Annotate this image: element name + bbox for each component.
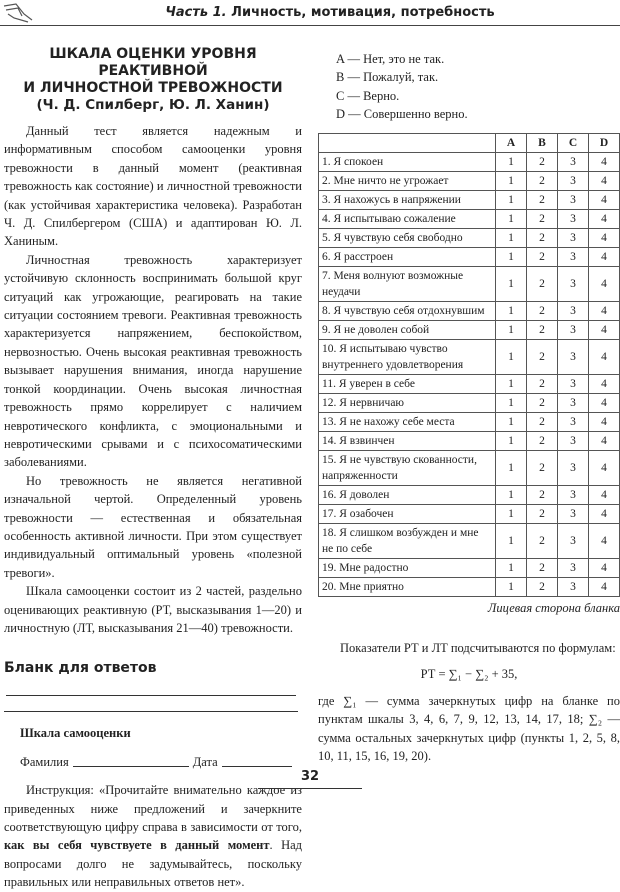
item-label: 18. Я слишком возбужден и мне не по себе [319, 523, 496, 558]
answer-cell[interactable]: 3 [558, 171, 589, 190]
answer-cell[interactable]: 3 [558, 523, 589, 558]
right-column [318, 50, 620, 765]
running-header [0, 0, 620, 26]
answer-cell[interactable]: 4 [589, 450, 620, 485]
item-label: 19. Мне радостно [319, 558, 496, 577]
answer-cell[interactable]: 1 [496, 558, 527, 577]
item-label: 8. Я чувствую себя отдохнувшим [319, 301, 496, 320]
answer-cell[interactable]: 3 [558, 558, 589, 577]
table-row [319, 171, 620, 190]
paragraph: Данный тест является надежным и информативным способом самооценки уровня тревожности в данный момент (реактивная тревожность как состояние) и личностной тревожности (как устойчивая характеристика человека). Разработан Ч. Д. Спилбергером (США) и адаптирован Ю. Л. Ханиным. [4, 124, 302, 249]
answer-table [318, 133, 620, 597]
item-label: 4. Я испытываю сожаление [319, 209, 496, 228]
table-row [319, 577, 620, 596]
page-rule [258, 788, 362, 789]
answer-cell[interactable]: 2 [527, 558, 558, 577]
answer-cell[interactable]: 3 [558, 247, 589, 266]
blank-heading: Бланк для ответов [4, 660, 157, 677]
answer-cell[interactable]: 4 [589, 301, 620, 320]
answer-cell[interactable]: 1 [496, 485, 527, 504]
answer-cell[interactable]: 4 [589, 485, 620, 504]
item-label: 12. Я нервничаю [319, 393, 496, 412]
answer-cell[interactable]: 4 [589, 412, 620, 431]
table-row [319, 485, 620, 504]
authors: (Ч. Д. Спилберг, Ю. Л. Ханин) [36, 97, 270, 113]
answer-cell[interactable]: 4 [589, 320, 620, 339]
table-row [319, 266, 620, 301]
answer-cell[interactable]: 4 [589, 339, 620, 374]
answer-cell[interactable]: 4 [589, 431, 620, 450]
answer-cell[interactable]: 2 [527, 190, 558, 209]
answer-cell[interactable]: 2 [527, 504, 558, 523]
answer-cell[interactable]: 4 [589, 266, 620, 301]
answer-cell[interactable]: 3 [558, 228, 589, 247]
answer-cell[interactable]: 1 [496, 266, 527, 301]
answer-cell[interactable]: 1 [496, 393, 527, 412]
answer-cell[interactable]: 2 [527, 339, 558, 374]
item-label: 7. Меня волнуют возможные неудачи [319, 266, 496, 301]
answer-cell[interactable]: 3 [558, 209, 589, 228]
paragraph: где ∑₁ — сумма зачеркнутых цифр на бланке по пунктам шкалы 3, 4, 6, 7, 9, 12, 13, 14, 17, 18; ∑₂ — сумма остальных зачеркнутых цифр (пункты 1, 2, 5, 8, 10, 11, 15, 16, 19, 20). [318, 693, 620, 764]
article-title: ШКАЛА ОЦЕНКИ УРОВНЯ РЕАКТИВНОЙ И ЛИЧНОСТНОЙ ТРЕВОЖНОСТИ [23, 46, 283, 96]
answer-cell[interactable]: 4 [589, 523, 620, 558]
answer-cell[interactable]: 3 [558, 339, 589, 374]
answer-cell[interactable]: 4 [589, 190, 620, 209]
paragraph: Личностная тревожность характеризует устойчивую склонность воспринимать большой круг ситуаций как угрожающие, реагировать на такие ситуации состоянием тревоги. Реактивная тревожность характеризуется напряжением, беспокойством, нервозностью. Очень высокая реактивная тревожность вызывает нарушения внимания, иногда нарушение тонкой координации. Очень высокая личностная тревожность прямо коррелирует с наличием невротического конфликта, с эмоциональными и невротическими срывами и с психосоматическими заболеваниями. [4, 252, 302, 470]
header-cell: D [589, 133, 620, 152]
answer-cell[interactable]: 3 [558, 190, 589, 209]
item-label: 10. Я испытываю чувство внутреннего удовлетворения [319, 339, 496, 374]
table-row [319, 393, 620, 412]
answer-cell[interactable]: 3 [558, 412, 589, 431]
paragraph: Шкала самооценки состоит из 2 частей, раздельно оценивающих реактивную (РТ, высказывания 1—20) и личностную (ЛТ, высказывания 21—40) тревожности. [4, 584, 302, 635]
answer-cell[interactable]: 4 [589, 393, 620, 412]
table-row [319, 412, 620, 431]
answer-cell[interactable]: 2 [527, 485, 558, 504]
answer-cell[interactable]: 1 [496, 228, 527, 247]
answer-cell[interactable]: 1 [496, 247, 527, 266]
item-label: 14. Я взвинчен [319, 431, 496, 450]
answer-cell[interactable]: 3 [558, 393, 589, 412]
item-label: 17. Я озабочен [319, 504, 496, 523]
header-cell: B [527, 133, 558, 152]
table-row [319, 450, 620, 485]
paragraph: Показатели РТ и ЛТ подсчитываются по формулам: [340, 641, 616, 656]
answer-cell[interactable]: 2 [527, 450, 558, 485]
answer-cell[interactable]: 4 [589, 247, 620, 266]
answer-cell[interactable]: 3 [558, 266, 589, 301]
answer-cell[interactable]: 4 [589, 171, 620, 190]
item-label: 11. Я уверен в себе [319, 374, 496, 393]
answer-cell[interactable]: 3 [558, 374, 589, 393]
answer-cell[interactable]: 2 [527, 320, 558, 339]
answer-cell[interactable]: 2 [527, 577, 558, 596]
answer-cell[interactable]: 1 [496, 152, 527, 171]
scale-heading: Шкала самооценки [20, 726, 131, 741]
answer-cell[interactable]: 3 [558, 152, 589, 171]
item-label: 16. Я доволен [319, 485, 496, 504]
header-cell [319, 133, 496, 152]
formula: РТ = ∑₁ − ∑₂ + 35, [420, 667, 518, 682]
answer-cell[interactable]: 3 [558, 320, 589, 339]
date-label: Дата [192, 754, 218, 769]
table-row [319, 504, 620, 523]
answer-cell[interactable]: 4 [589, 228, 620, 247]
table-header-row [319, 133, 620, 152]
item-label: 20. Мне приятно [319, 577, 496, 596]
answer-cell[interactable]: 4 [589, 374, 620, 393]
answer-cell[interactable]: 2 [527, 431, 558, 450]
left-column [4, 46, 302, 892]
item-label: 15. Я не чувствую скованности, напряженности [319, 450, 496, 485]
answer-options: A — Нет, это не так. B — Пожалуй, так. C — Верно. D — Совершенно верно. [336, 52, 468, 122]
item-label: 3. Я нахожусь в напряжении [319, 190, 496, 209]
page-number: 32 [300, 769, 320, 784]
answer-cell[interactable]: 4 [589, 558, 620, 577]
instruction: Инструкция: «Прочитайте внимательно каждое из приведенных ниже предложений и зачеркните соответствующую цифру справа в зависимости от того, как вы себя чувствуете в данный момент. Над вопросами долго не задумывайтесь, поскольку правильных или неправильных ответов нет». [4, 783, 303, 890]
table-caption: Лицевая сторона бланка [487, 600, 620, 615]
answer-cell[interactable]: 1 [496, 301, 527, 320]
answer-cell[interactable]: 2 [527, 228, 558, 247]
item-label: 6. Я расстроен [319, 247, 496, 266]
answer-cell[interactable]: 4 [589, 577, 620, 596]
table-row [319, 320, 620, 339]
answer-cell[interactable]: 4 [589, 209, 620, 228]
answer-cell[interactable]: 2 [527, 266, 558, 301]
table-row [319, 190, 620, 209]
answer-cell[interactable]: 2 [527, 152, 558, 171]
item-label: 9. Я не доволен собой [319, 320, 496, 339]
answer-cell[interactable]: 2 [527, 247, 558, 266]
answer-cell[interactable]: 3 [558, 485, 589, 504]
surname-field[interactable] [73, 766, 189, 767]
header-cell: C [558, 133, 589, 152]
table-row [319, 374, 620, 393]
answer-cell[interactable]: 2 [527, 374, 558, 393]
answer-cell[interactable]: 2 [527, 412, 558, 431]
surname-label: Фамилия [20, 754, 69, 769]
answer-cell[interactable]: 1 [496, 431, 527, 450]
quill-logo-icon [2, 2, 36, 24]
date-field[interactable] [222, 766, 292, 767]
answer-cell[interactable]: 1 [496, 190, 527, 209]
table-row [319, 339, 620, 374]
table-row [319, 301, 620, 320]
answer-cell[interactable]: 1 [496, 339, 527, 374]
answer-cell[interactable]: 3 [558, 450, 589, 485]
answer-cell[interactable]: 3 [558, 577, 589, 596]
answer-cell[interactable]: 3 [558, 431, 589, 450]
table-row [319, 152, 620, 171]
paragraph: Но тревожность не является негативной изначальной чертой. Определенный уровень тревожности — естественная и обязательная особенность активной личности. При этом существует индивидуальный оптимальный уровень «полезной тревоги». [4, 473, 302, 580]
answer-cell[interactable]: 1 [496, 209, 527, 228]
answer-cell[interactable]: 1 [496, 523, 527, 558]
table-row [319, 523, 620, 558]
item-label: 2. Мне ничто не угрожает [319, 171, 496, 190]
answer-cell[interactable]: 2 [527, 523, 558, 558]
table-row [319, 431, 620, 450]
answer-cell[interactable]: 2 [527, 393, 558, 412]
answer-cell[interactable]: 1 [496, 171, 527, 190]
answer-cell[interactable]: 1 [496, 450, 527, 485]
answer-cell[interactable]: 3 [558, 504, 589, 523]
answer-cell[interactable]: 4 [589, 152, 620, 171]
item-label: 13. Я не нахожу себе места [319, 412, 496, 431]
header-title: Часть 1. Личность, мотивация, потребность [165, 5, 495, 20]
answer-cell[interactable]: 2 [527, 209, 558, 228]
answer-cell[interactable]: 1 [496, 504, 527, 523]
answer-cell[interactable]: 2 [527, 301, 558, 320]
table-row [319, 228, 620, 247]
answer-cell[interactable]: 3 [558, 301, 589, 320]
header-cell: A [496, 133, 527, 152]
table-row [319, 209, 620, 228]
answer-cell[interactable]: 1 [496, 320, 527, 339]
item-label: 5. Я чувствую себя свободно [319, 228, 496, 247]
item-label: 1. Я спокоен [319, 152, 496, 171]
answer-cell[interactable]: 1 [496, 374, 527, 393]
table-row [319, 247, 620, 266]
name-date-row [4, 753, 302, 771]
answer-cell[interactable]: 2 [527, 171, 558, 190]
answer-cell[interactable]: 1 [496, 577, 527, 596]
table-row [319, 558, 620, 577]
answer-cell[interactable]: 4 [589, 504, 620, 523]
answer-cell[interactable]: 1 [496, 412, 527, 431]
